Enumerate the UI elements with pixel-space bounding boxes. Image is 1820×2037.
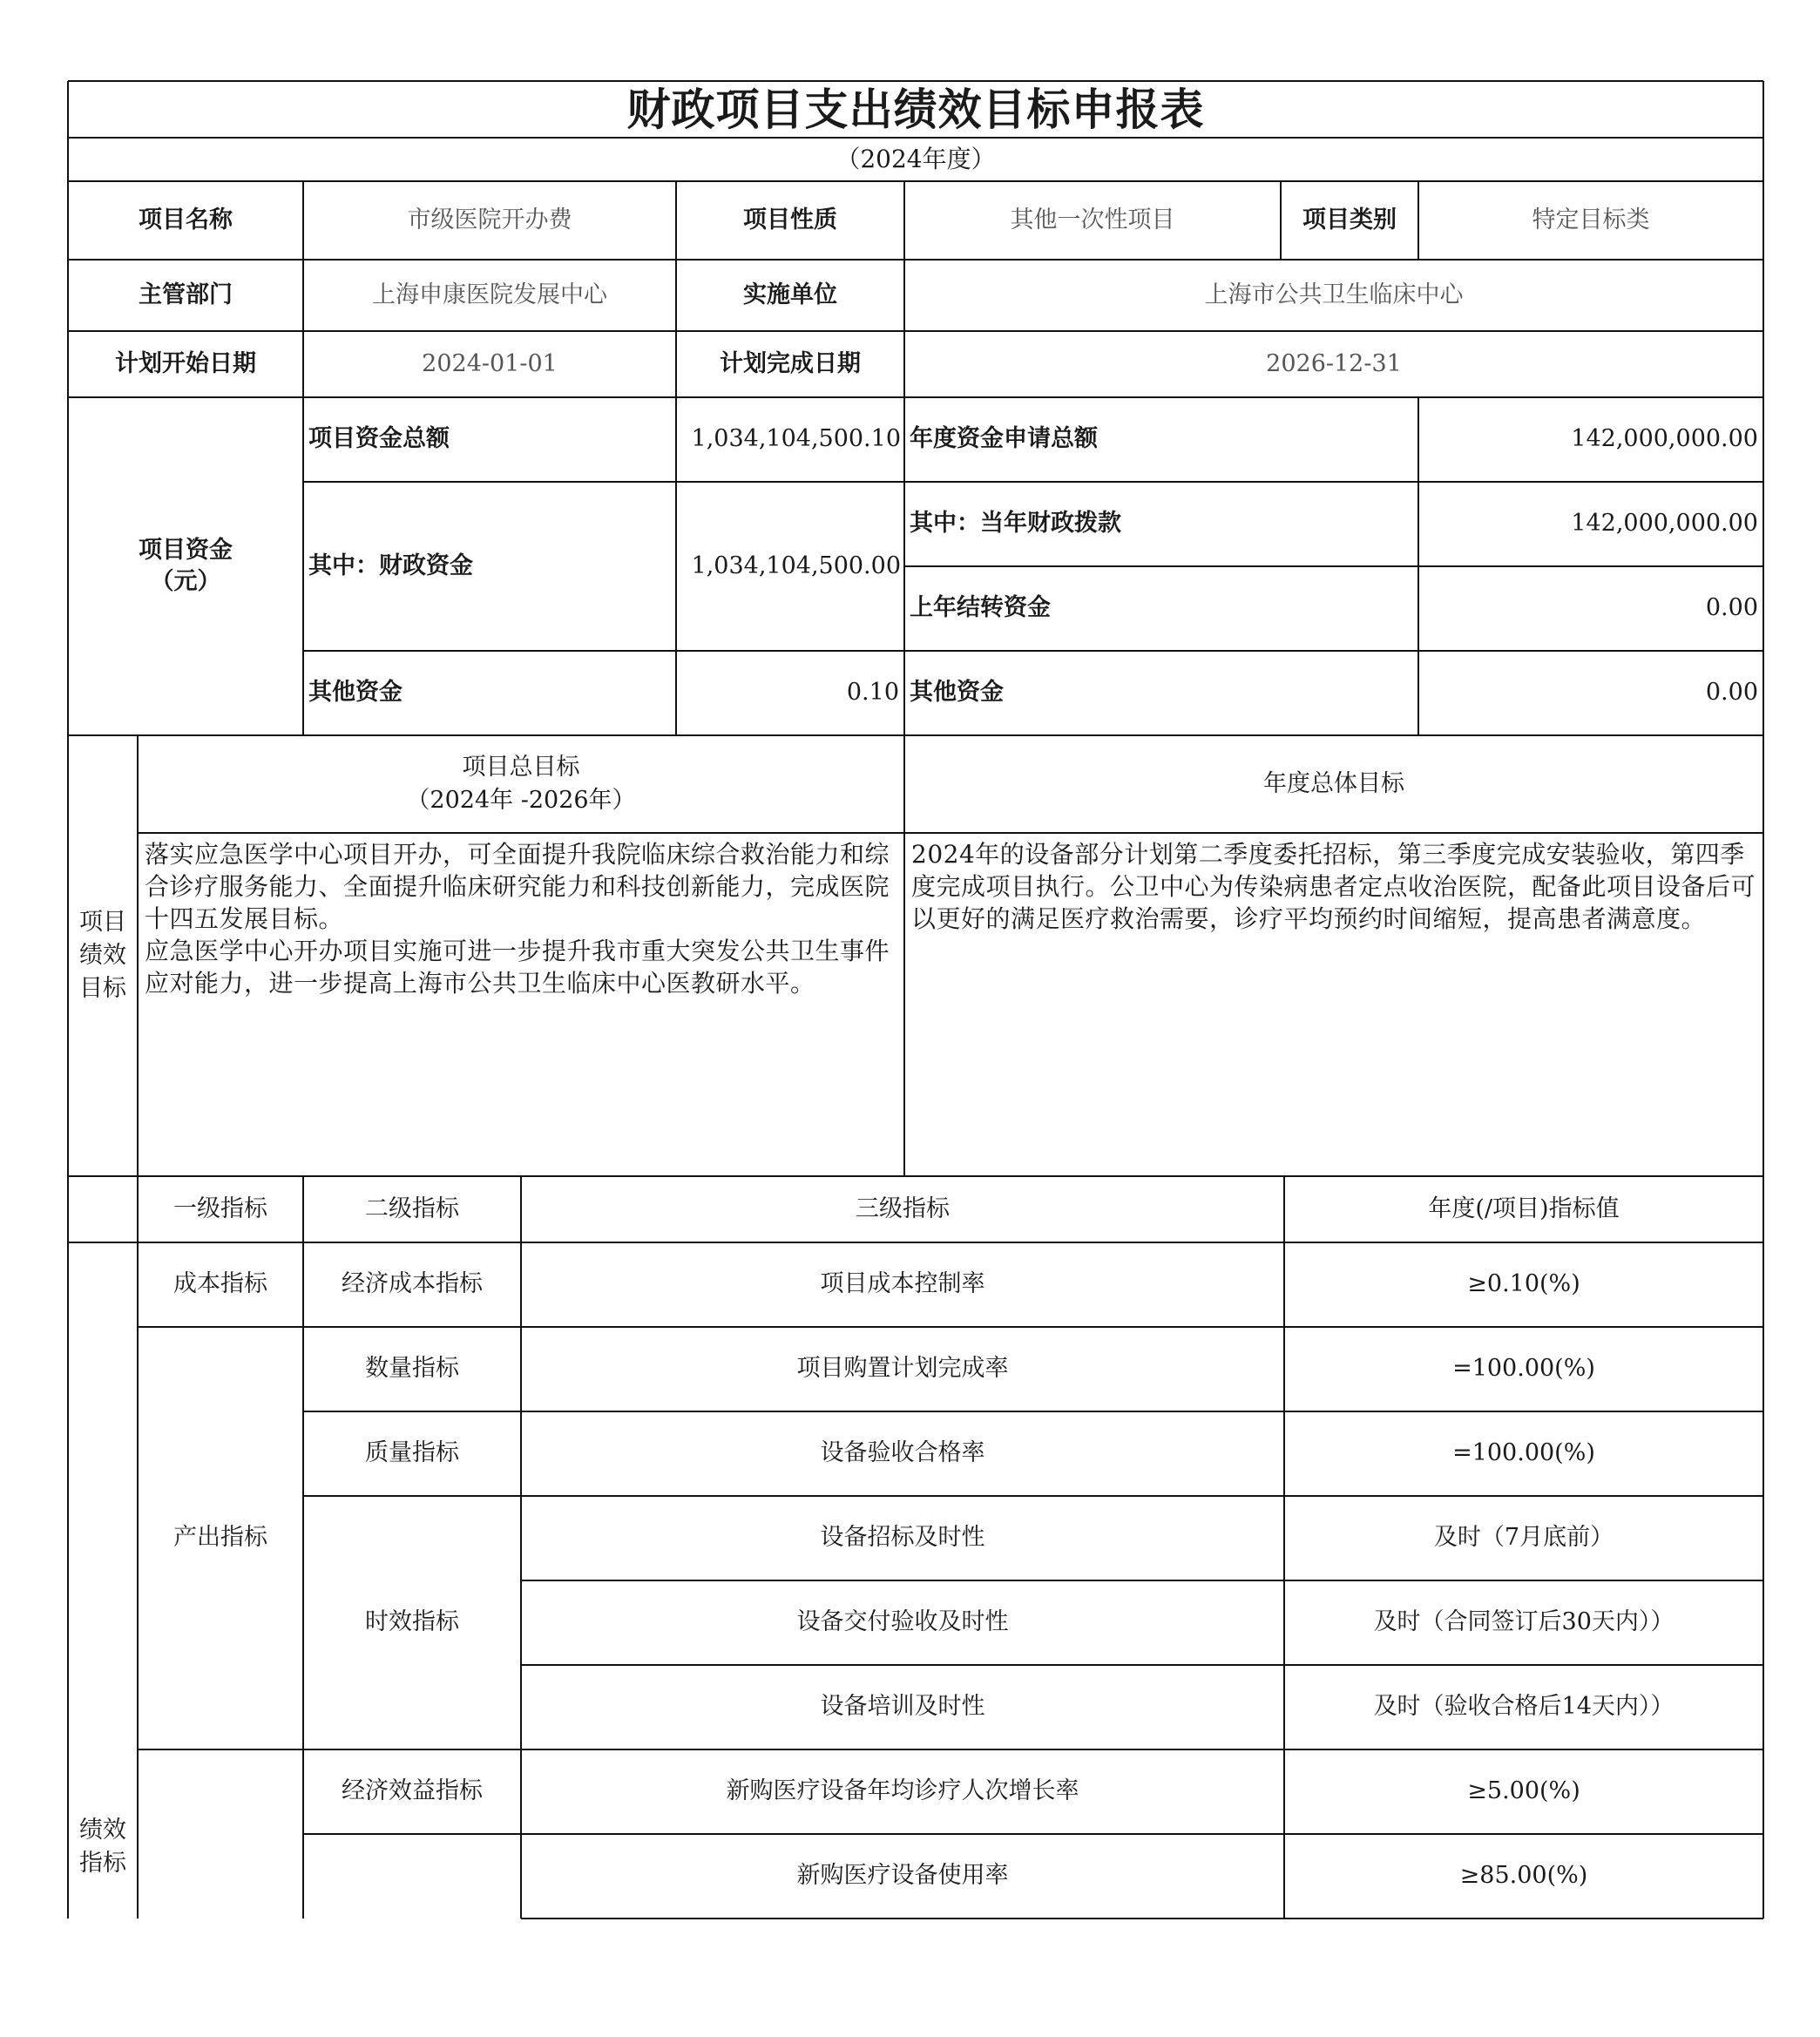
indicator-side-line-1: 绩效 xyxy=(79,1817,126,1844)
performance-indicator-side-label xyxy=(68,1795,138,1899)
level2-header: 二级指标 xyxy=(365,1194,459,1222)
output-level1: 产出指标 xyxy=(173,1524,267,1552)
implementing-unit-value: 上海市公共卫生临床中心 xyxy=(1204,281,1464,308)
project-name-label: 项目名称 xyxy=(139,206,233,233)
cost-value: ≥0.10(%) xyxy=(1467,1270,1580,1298)
fiscal-funds-label: 其中：财政资金 xyxy=(308,552,473,579)
performance-goal-side-label xyxy=(68,735,138,1176)
training-timeliness-value: 及时（验收合格后14天内）） xyxy=(1373,1693,1675,1721)
overall-goal-text: 落实应急医学中心项目开办，可全面提升我院临床综合救治能力和综合诊疗服务能力、全面提升临床研究能力和科技创新能力，完成医院十四五发展目标。 应急医学中心开办项目实施可进一步提升我市重大突发公共卫生事件应对能力，进一步提高上海市公共卫生临床中心医教研水平。 xyxy=(145,840,890,998)
carryover-label: 上年结转资金 xyxy=(910,594,1051,622)
end-date-label: 计划完成日期 xyxy=(720,349,861,377)
quantity-value: =100.00(%) xyxy=(1452,1355,1595,1383)
indicator-side-line-2: 指标 xyxy=(79,1850,126,1877)
other-funds-value: 0.10 xyxy=(846,679,899,707)
implementing-unit-label: 实施单位 xyxy=(743,281,837,308)
overall-goal-header-line2: （2024年 -2026年） xyxy=(406,787,636,814)
goal-side-line-1: 项目 xyxy=(79,909,126,936)
form-title: 财政项目支出绩效目标申报表 xyxy=(626,83,1205,135)
project-name-value: 市级医院开办费 xyxy=(407,206,572,233)
cost-level1: 成本指标 xyxy=(173,1270,267,1298)
economic-benefit-value: ≥5.00(%) xyxy=(1467,1777,1580,1805)
quantity-level2: 数量指标 xyxy=(365,1355,459,1383)
other-funds-label: 其他资金 xyxy=(308,679,403,707)
tender-timeliness-value: 及时（7月底前） xyxy=(1433,1524,1614,1552)
quality-level2: 质量指标 xyxy=(365,1439,459,1467)
department-value: 上海申康医院发展中心 xyxy=(372,281,607,308)
delivery-timeliness-value: 及时（合同签订后30天内）） xyxy=(1373,1608,1675,1636)
overall-goal-header xyxy=(138,735,904,833)
carryover-value: 0.00 xyxy=(1705,594,1758,622)
goal-side-line-3: 目标 xyxy=(79,975,126,1002)
usage-rate-value: ≥85.00(%) xyxy=(1459,1862,1588,1890)
annual-goal-text: 2024年的设备部分计划第二季度委托招标，第三季度完成安装验收，第四季度完成项目执行。公卫中心为传染病患者定点收治医院，配备此项目设备后可以更好的满足医疗救治需要，诊疗平均预约时间缩短，提高患者满意度。 xyxy=(911,840,1756,933)
economic-benefit-level3: 新购医疗设备年均诊疗人次增长率 xyxy=(726,1777,1079,1805)
funds-section-label xyxy=(68,397,303,735)
quality-level3: 设备验收合格率 xyxy=(820,1439,985,1467)
start-date-label: 计划开始日期 xyxy=(115,349,256,377)
level1-header: 一级指标 xyxy=(173,1194,267,1222)
cost-level2: 经济成本指标 xyxy=(342,1270,483,1298)
fiscal-funds-value: 1,034,104,500.00 xyxy=(691,552,901,579)
annual-other-label: 其他资金 xyxy=(910,679,1004,707)
economic-benefit-level2: 经济效益指标 xyxy=(342,1777,483,1805)
tender-timeliness-level3: 设备招标及时性 xyxy=(820,1524,985,1552)
form-year: （2024年度） xyxy=(836,145,996,174)
project-category-label: 项目类别 xyxy=(1302,206,1397,233)
usage-rate-level3: 新购医疗设备使用率 xyxy=(796,1862,1009,1890)
annual-fiscal-label: 其中：当年财政拨款 xyxy=(910,510,1121,538)
goal-side-line-2: 绩效 xyxy=(79,942,126,969)
total-funds-value: 1,034,104,500.10 xyxy=(691,425,901,453)
overall-goal-header-line1: 项目总目标 xyxy=(462,754,580,781)
total-funds-label: 项目资金总额 xyxy=(308,425,450,453)
annual-other-value: 0.00 xyxy=(1705,679,1758,707)
end-date-value: 2026-12-31 xyxy=(1266,349,1402,377)
quantity-level3: 项目购置计划完成率 xyxy=(796,1355,1009,1383)
cost-level3: 项目成本控制率 xyxy=(820,1270,985,1298)
annual-total-label: 年度资金申请总额 xyxy=(910,425,1098,453)
funds-label-line1: 项目资金 xyxy=(139,536,233,564)
delivery-timeliness-level3: 设备交付验收及时性 xyxy=(796,1608,1009,1636)
project-category-value: 特定目标类 xyxy=(1532,206,1650,233)
indicator-value-header: 年度(/项目)指标值 xyxy=(1428,1194,1620,1222)
annual-goal-header: 年度总体目标 xyxy=(1263,769,1404,797)
annual-total-value: 142,000,000.00 xyxy=(1571,425,1758,453)
funds-label-line2: （元） xyxy=(150,568,221,595)
quality-value: =100.00(%) xyxy=(1452,1439,1595,1467)
timeliness-level2: 时效指标 xyxy=(365,1608,459,1636)
annual-fiscal-value: 142,000,000.00 xyxy=(1571,510,1758,538)
level3-header: 三级指标 xyxy=(856,1194,950,1222)
department-label: 主管部门 xyxy=(139,281,233,308)
project-nature-label: 项目性质 xyxy=(743,206,837,233)
training-timeliness-level3: 设备培训及时性 xyxy=(820,1693,985,1721)
project-nature-value: 其他一次性项目 xyxy=(1010,206,1175,233)
start-date-value: 2024-01-01 xyxy=(422,349,558,377)
